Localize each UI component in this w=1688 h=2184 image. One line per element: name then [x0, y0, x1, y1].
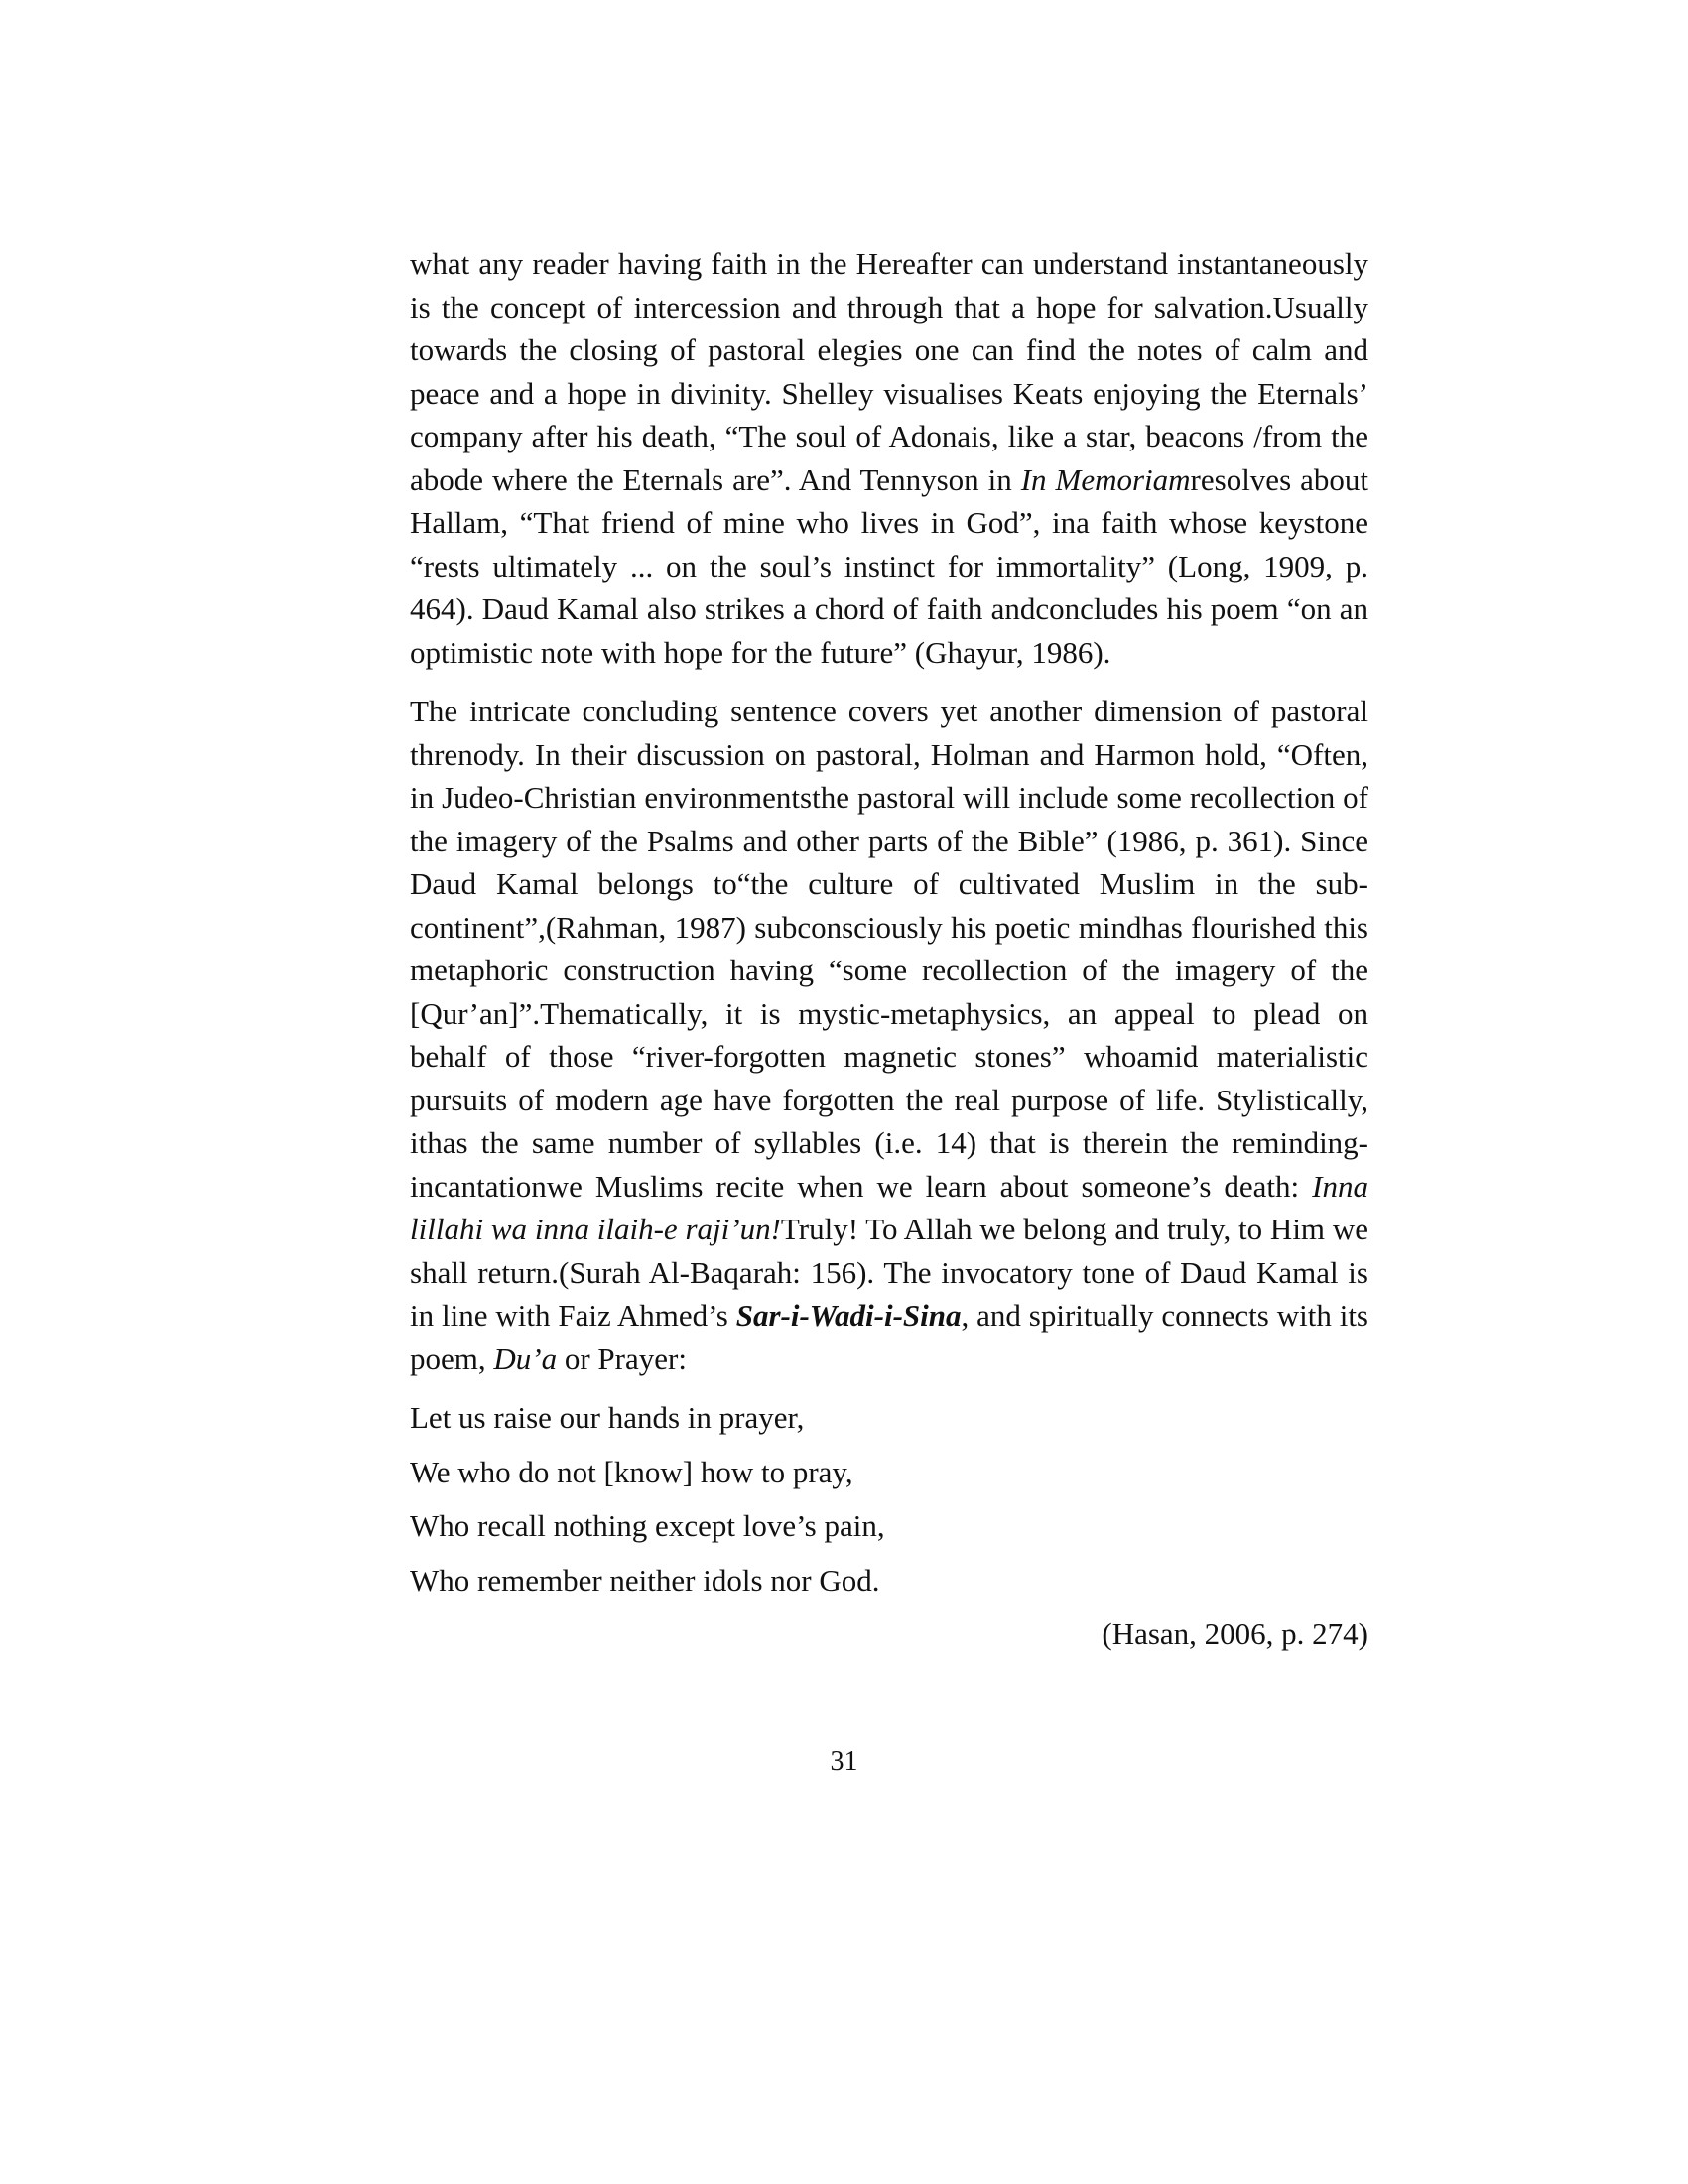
page-number: 31 — [830, 1746, 858, 1777]
verse-line-1: Let us raise our hands in prayer, — [410, 1400, 805, 1435]
paragraph-2-text-c: , and spiritually connects with its poem, — [410, 1298, 1368, 1376]
verse-citation: (Hasan, 2006, p. 274) — [1102, 1616, 1368, 1651]
arabic-phrase: Inna lillahi wa inna ilaih-e raji’un! — [410, 1168, 1368, 1246]
paragraph-2-text-a: The intricate concluding sentence covers yet another dimension of pastoral threnody. In their discussion on pastoral, Holman and Harmon hold, “Often, in Judeo-Christian environmentsthe pastoral will include some recollection of the imagery of the Psalms and other parts of the Bible” (1986, p. 361). Since Daud Kamal belongs to“the culture of cultivated Muslim in the sub-continent”,(Rahman, 1987) subconsciously his poetic mindhas flourished this metaphoric construction having “some recollection of the imagery of the [Qur’an]”.Thematically, it is mystic-metaphysics, an appeal to plead on behalf of those “river-forgotten magnetic stones” whoamid materialistic pursuits of modern age have forgotten the real purpose of life. Stylistically, ithas the same number of syllables (i.e. 14) that is therein the reminding-incantationwe Muslims recite when we learn about someone’s death: — [410, 694, 1368, 1204]
body-paragraph-2 — [410, 690, 1368, 1380]
verse-line-3: Who recall nothing except love’s pain, — [410, 1508, 885, 1543]
paragraph-2-text-d: or Prayer: — [557, 1341, 687, 1376]
verse-line-2: We who do not [know] how to pray, — [410, 1454, 853, 1489]
poem-title-dua: Du’a — [493, 1341, 558, 1376]
verse-quotation — [410, 1396, 1368, 1602]
body-paragraph-1 — [410, 242, 1368, 674]
page-body — [410, 242, 1368, 1656]
verse-line-4: Who remember neither idols nor God. — [410, 1562, 880, 1598]
paragraph-2-text-b: Truly! To Allah we belong and truly, to Him we shall return.(Surah Al-Baqarah: 156). The invocatory tone of Daud Kamal is in line with Faiz Ahmed’s — [410, 1212, 1368, 1333]
book-title-sar-i-wadi-i-sina: Sar-i-Wadi-i-Sina — [735, 1298, 962, 1333]
paragraph-1-text-b: resolves about Hallam, “That friend of mine who lives in God”, ina faith whose keystone “rests ultimately ... on the soul’s instinct for immortality” (Long, 1909, p. 464). Daud Kamal also strikes a chord of faith andconcludes his poem “on an optimistic note with hope for the future” (Ghayur, 1986). — [410, 461, 1368, 670]
title-in-memoriam: In Memoriam — [1020, 461, 1191, 497]
paragraph-1-text-a: what any reader having faith in the Hereafter can understand instantaneously is the concept of intercession and through that a hope for salvation.Usually towards the closing of pastoral elegies one can find the notes of calm and peace and a hope in divinity. Shelley visualises Keats enjoying the Eternals’ company after his death, “The soul of Adonais, like a star, beacons /from the abode where the Eternals are”. And Tennyson in — [410, 246, 1368, 497]
